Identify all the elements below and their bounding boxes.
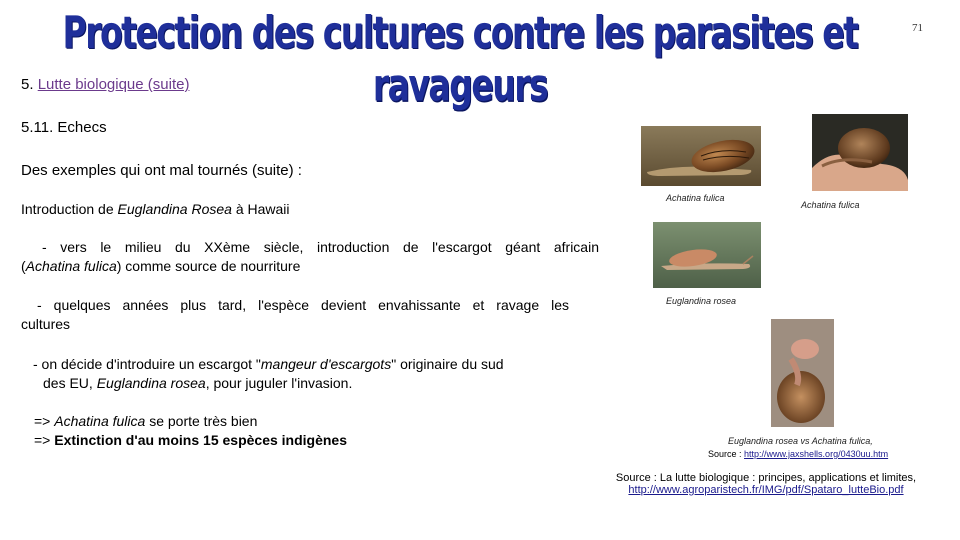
caption-img2: Achatina fulica [801,200,860,210]
snail-photo-3 [653,222,761,288]
snail-image-3 [653,222,761,288]
intro-line [21,201,290,217]
intro-post: à Hawaii [231,201,290,217]
intro-species: Euglandina Rosea [117,201,232,217]
conclusion-line2 [34,431,347,450]
snail-photo-4 [771,319,834,427]
caption-img1: Achatina fulica [666,193,725,203]
main-source-text: Source : La lutte biologique : principes, applications et limites, [615,472,917,484]
snail-image-2 [812,108,908,191]
caption-img4: Euglandina rosea vs Achatina fulica, [728,436,873,446]
page-title: Protection des cultures contre les parasites et ravageurs [62,6,858,112]
conclusion-rest1: se porte très bien [145,413,258,429]
img4-source-link[interactable]: http://www.jaxshells.org/0430uu.htm [744,449,889,459]
p3-mid: " originaire du sud [391,356,504,372]
intro-pre: Introduction de [21,201,118,217]
conclusion-line1 [34,412,347,431]
paragraph-predator [33,355,593,393]
arrow-1: => [34,413,55,429]
snail-image-1 [641,126,761,186]
img4-source-label: Source : [708,449,745,459]
caption-img3: Euglandina rosea [666,296,737,306]
snail-photo-2 [812,108,908,191]
paragraph-introduction [21,238,599,276]
p3-line2-post: , pour juguler l'invasion. [205,375,353,391]
arrow-2: => [34,432,55,448]
p1-species: Achatina fulica [25,258,117,274]
section-title: Lutte biologique (suite) [37,76,190,93]
main-source-link[interactable]: http://www.agroparistech.fr/IMG/pdf/Spataro_lutteBio.pdf [628,484,904,496]
section-number: 5. [21,76,34,93]
snail-photo-1 [641,126,761,186]
p2-line1: - quelques années plus tard, l'espèce devient envahissante et ravage les [37,297,569,313]
p1-line1: - vers le milieu du XXème siècle, introduction de l'escargot géant africain [42,239,599,255]
p3-italic2: Euglandina rosea [96,375,206,391]
subsection-heading: 5.11. Echecs [21,119,107,136]
page-number: 71 [912,22,923,34]
p3-line2-pre: des EU, [43,375,97,391]
examples-heading: Des exemples qui ont mal tournés (suite) : [21,162,302,179]
main-source [596,472,936,496]
conclusion-lines [34,412,347,450]
snail-image-4 [771,319,834,427]
p3-pre: - on décide d'introduire un escargot " [33,356,261,372]
img4-source [708,449,888,459]
paragraph-invasion [21,296,569,334]
p3-line2 [33,374,593,393]
section-heading-lutte [21,76,189,93]
conclusion-species: Achatina fulica [54,413,146,429]
p3-italic1: mangeur d'escargots [260,356,392,372]
p2-line2: cultures [21,316,71,332]
p1-rest: ) comme source de nourriture [116,258,301,274]
p1-open: ( [21,258,26,274]
conclusion-bold: Extinction d'au moins 15 espèces indigènes [54,432,347,448]
